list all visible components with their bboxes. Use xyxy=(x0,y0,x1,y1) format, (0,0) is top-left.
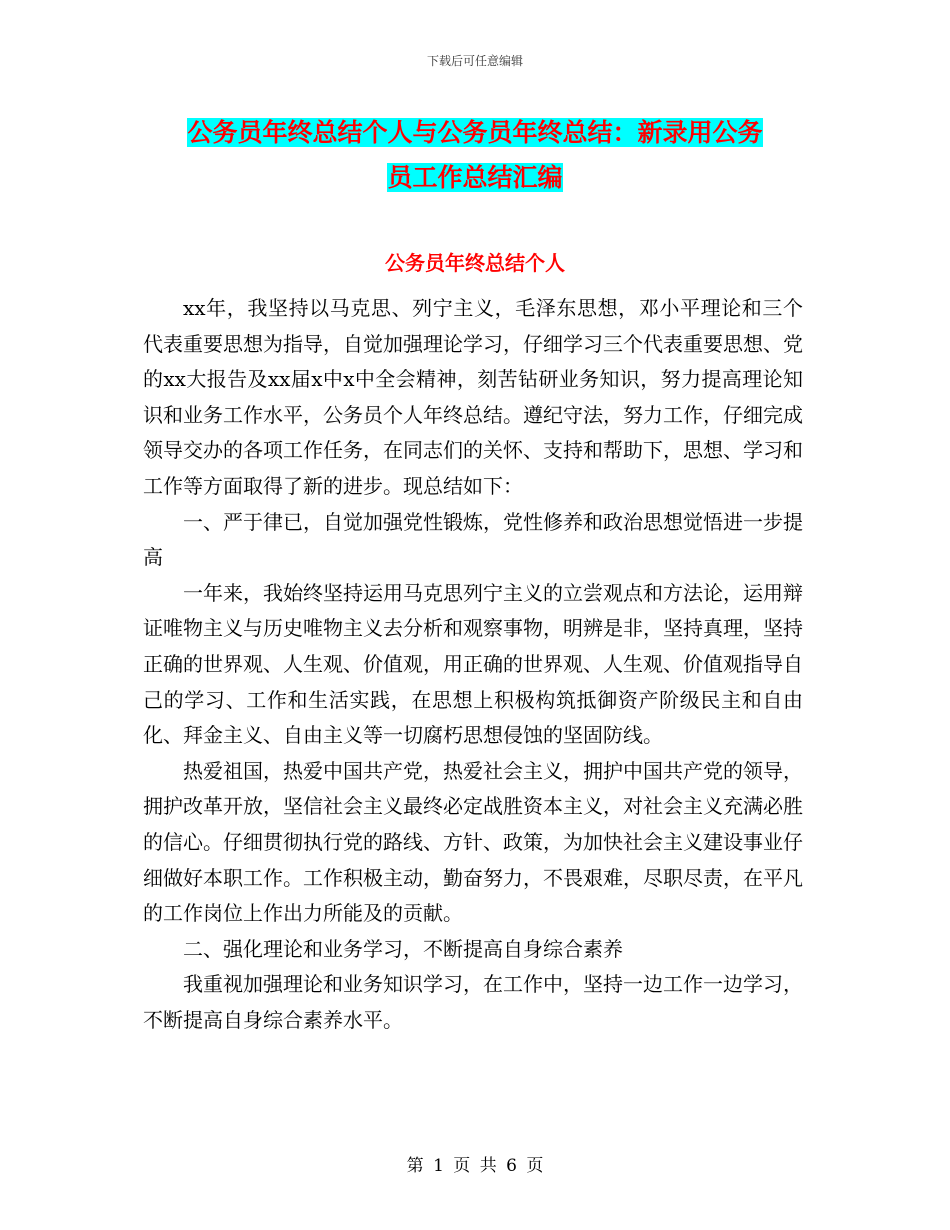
section-heading-1: 一、严于律已，自觉加强党性锻炼，党性修养和政治思想觉悟进一步提高 xyxy=(143,509,803,570)
document-title-line-2: 员工作总结汇编 xyxy=(387,163,563,192)
paragraph: 我重视加强理论和业务知识学习，在工作中，坚持一边工作一边学习，不断提高自身综合素养水平。 xyxy=(143,972,803,1032)
section-heading-2: 二、强化理论和业务学习，不断提高自身综合素养 xyxy=(183,936,623,961)
document-title-line-1: 公务员年终总结个人与公务员年终总结：新录用公务 xyxy=(187,118,763,147)
paragraph: xx年，我坚持以马克思、列宁主义，毛泽东思想，邓小平理论和三个代表重要思想为指导，自觉加强理论学习，仔细学习三个代表重要思想、党的xx大报告及xx届x中x中全会精神，刻苦钻研业务知识，努力提高理论知识和业务工作水平，公务员个人年终总结。遵纪守法，努力工作，仔细完成领导交办的各项工作任务，在同志们的关怀、支持和帮助下，思想、学习和工作等方面取得了新的进步。现总结如下： xyxy=(143,296,803,498)
document-title xyxy=(140,110,810,200)
document-body xyxy=(143,291,803,1038)
page-indicator: 第 1 页 共 6 页 xyxy=(406,1156,544,1176)
header-note: 下载后可任意编辑 xyxy=(426,54,523,68)
section-title: 公务员年终总结个人 xyxy=(385,251,565,275)
paragraph: 热爱祖国，热爱中国共产党，热爱社会主义，拥护中国共产党的领导，拥护改革开放，坚信社会主义最终必定战胜资本主义，对社会主义充满必胜的信心。仔细贯彻执行党的路线、方针、政策，为加快社会主义建设事业仔细做好本职工作。工作积极主动，勤奋努力，不畏艰难，尽职尽责，在平凡的工作岗位上作出力所能及的贡献。 xyxy=(143,758,803,926)
paragraph: 一年来，我始终坚持运用马克思列宁主义的立尝观点和方法论，运用辩证唯物主义与历史唯物主义去分析和观察事物，明辨是非，坚持真理，坚持正确的世界观、人生观、价值观，用正确的世界观、人生观、价值观指导自己的学习、工作和生活实践，在思想上积极构筑抵御资产阶级民主和自由化、拜金主义、自由主义等一切腐朽思想侵蚀的坚固防线。 xyxy=(143,580,803,748)
